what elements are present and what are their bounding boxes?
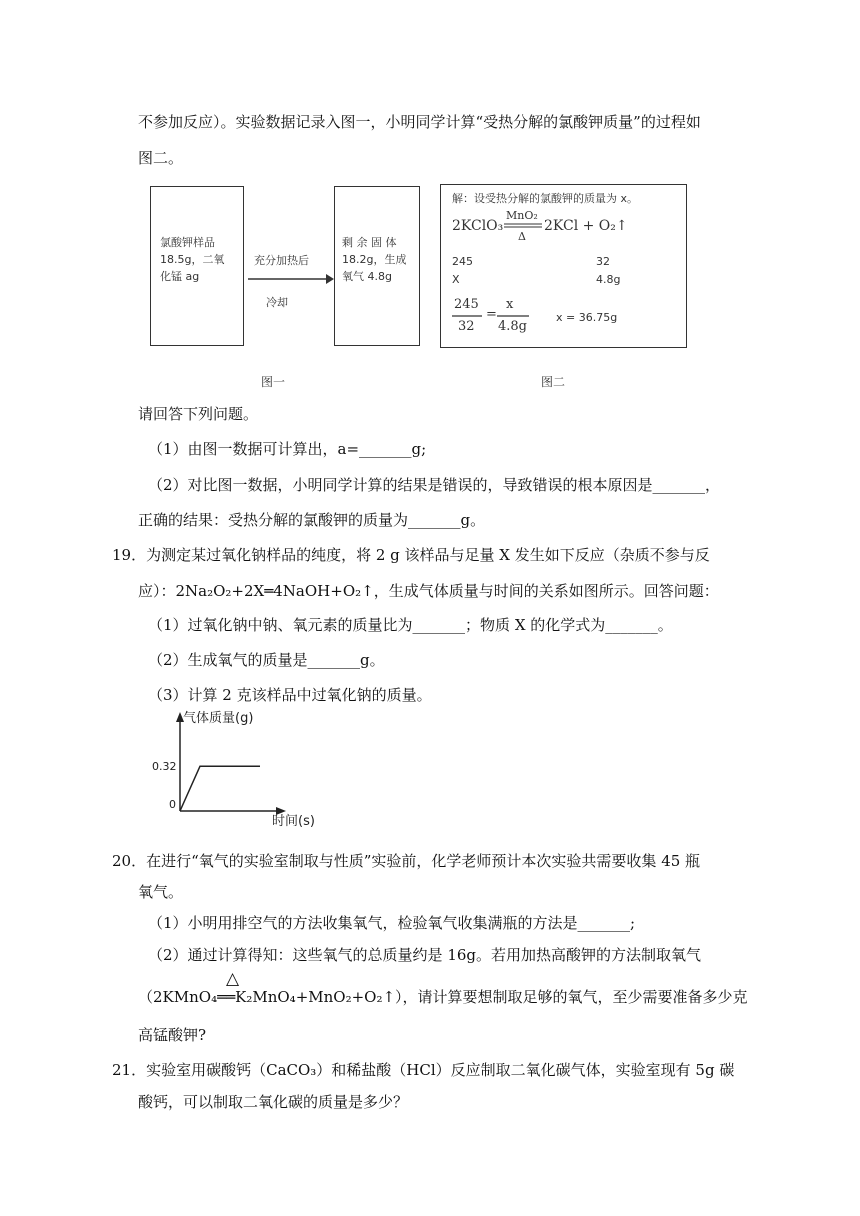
text-line: 氧气。 bbox=[138, 883, 184, 901]
text-line: 请回答下列问题。 bbox=[138, 405, 259, 423]
figure1-box1-line: 氯酸钾样品 bbox=[160, 236, 215, 249]
figure1-arrow bbox=[246, 272, 336, 286]
y-axis-label: 气体质量(g) bbox=[183, 711, 254, 726]
figure2-fraction2-denominator: 4.8g bbox=[498, 319, 527, 334]
figure2-caption: 图二 bbox=[541, 375, 566, 389]
gas-mass-chart bbox=[150, 708, 330, 828]
text-line: （2）对比图一数据，小明同学计算的结果是错误的，导致错误的根本原因是_______， bbox=[148, 476, 721, 494]
figure2-fraction1-denominator: 32 bbox=[458, 319, 475, 334]
text-line: 正确的结果：受热分解的氯酸钾的质量为_______g。 bbox=[138, 511, 486, 529]
question-21: 21．实验室用碳酸钙（CaCO₃）和稀盐酸（HCl）反应制取二氧化碳气体，实验室现有 5g 碳 bbox=[112, 1061, 735, 1079]
figure2-fraction2-numerator: x bbox=[506, 297, 514, 312]
figure1-caption: 图一 bbox=[261, 375, 286, 389]
figure1-box2-line: 18.2g，生成 bbox=[342, 253, 407, 266]
figure2-equals: = bbox=[486, 307, 497, 322]
text-line: 不参加反应）。实验数据记录入图一，小明同学计算“受热分解的氯酸钾质量”的过程如 bbox=[138, 113, 701, 131]
figure1-arrow-label-bottom: 冷却 bbox=[266, 296, 288, 309]
text-line: 酸钙，可以制取二氧化碳的质量是多少？ bbox=[138, 1093, 409, 1111]
figure2-ratio-left: 245 bbox=[452, 255, 473, 268]
figure1-box1-line: 18.5g，二氧 bbox=[160, 253, 225, 266]
question-20: 20．在进行“氧气的实验室制取与性质”实验前，化学老师预计本次实验共需要收集 45 瓶 bbox=[112, 852, 701, 870]
text-line: （2KMnO₄══K₂MnO₄+MnO₂+O₂↑），请计算要想制取足够的氧气，至少需要准备多少克 bbox=[138, 988, 748, 1006]
figure2-ratio-right: 32 bbox=[596, 255, 610, 268]
question-19: 19．为测定某过氧化钠样品的纯度，将 2 g 该样品与足量 X 发生如下反应（杂质不参与反 bbox=[112, 546, 710, 564]
figure2-unknown-right: 4.8g bbox=[596, 273, 621, 286]
text-line: （3）计算 2 克该样品中过氧化钠的质量。 bbox=[148, 686, 432, 704]
figure2-fraction1-numerator: 245 bbox=[454, 297, 479, 312]
y-tick-label: 0.32 bbox=[152, 760, 177, 774]
figure2-equation-heat: Δ bbox=[518, 230, 526, 243]
text-line: （1）小明用排空气的方法收集氧气，检验氧气收集满瓶的方法是_______; bbox=[148, 914, 636, 932]
figure2-unknown-left: X bbox=[452, 273, 460, 286]
figure1-box2-line: 剩 余 固 体 bbox=[342, 236, 397, 249]
figure1-box1-line: 化锰 ag bbox=[160, 270, 200, 283]
text-line: 高锰酸钾? bbox=[138, 1026, 207, 1044]
figure2-solution-line: 解：设受热分解的氯酸钾的质量为 x。 bbox=[452, 192, 639, 205]
text-line: （2）通过计算得知：这些氧气的总质量约是 16g。若用加热高酸钾的方法制取氧气 bbox=[148, 946, 702, 964]
series-line bbox=[180, 766, 260, 811]
text-line: （1）过氧化钠中钠、氧元素的质量比为_______；物质 X 的化学式为_______。 bbox=[148, 616, 673, 634]
text-line: （2）生成氧气的质量是_______g。 bbox=[148, 651, 385, 669]
figure1-arrow-label-top: 充分加热后 bbox=[254, 254, 309, 267]
text-line: 应）：2Na₂O₂+2X═4NaOH+O₂↑，生成气体质量与时间的关系如图所示。回答问题： bbox=[138, 582, 719, 600]
origin-label: 0 bbox=[169, 798, 176, 811]
figure2-equation-right: 2KCl + O₂↑ bbox=[544, 218, 628, 234]
figure2-equation-left: 2KClO₃ bbox=[452, 218, 504, 234]
figure1-box2-line: 氧气 4.8g bbox=[342, 270, 392, 283]
figure2-equation-catalyst: MnO₂ bbox=[506, 209, 538, 222]
heat-symbol: △ bbox=[226, 969, 240, 989]
text-line: （1）由图一数据可计算出，a=_______g; bbox=[148, 440, 427, 458]
figure2-result: x = 36.75g bbox=[556, 311, 618, 324]
x-axis-label: 时间(s) bbox=[272, 814, 315, 828]
text-line: 图二。 bbox=[138, 149, 184, 167]
